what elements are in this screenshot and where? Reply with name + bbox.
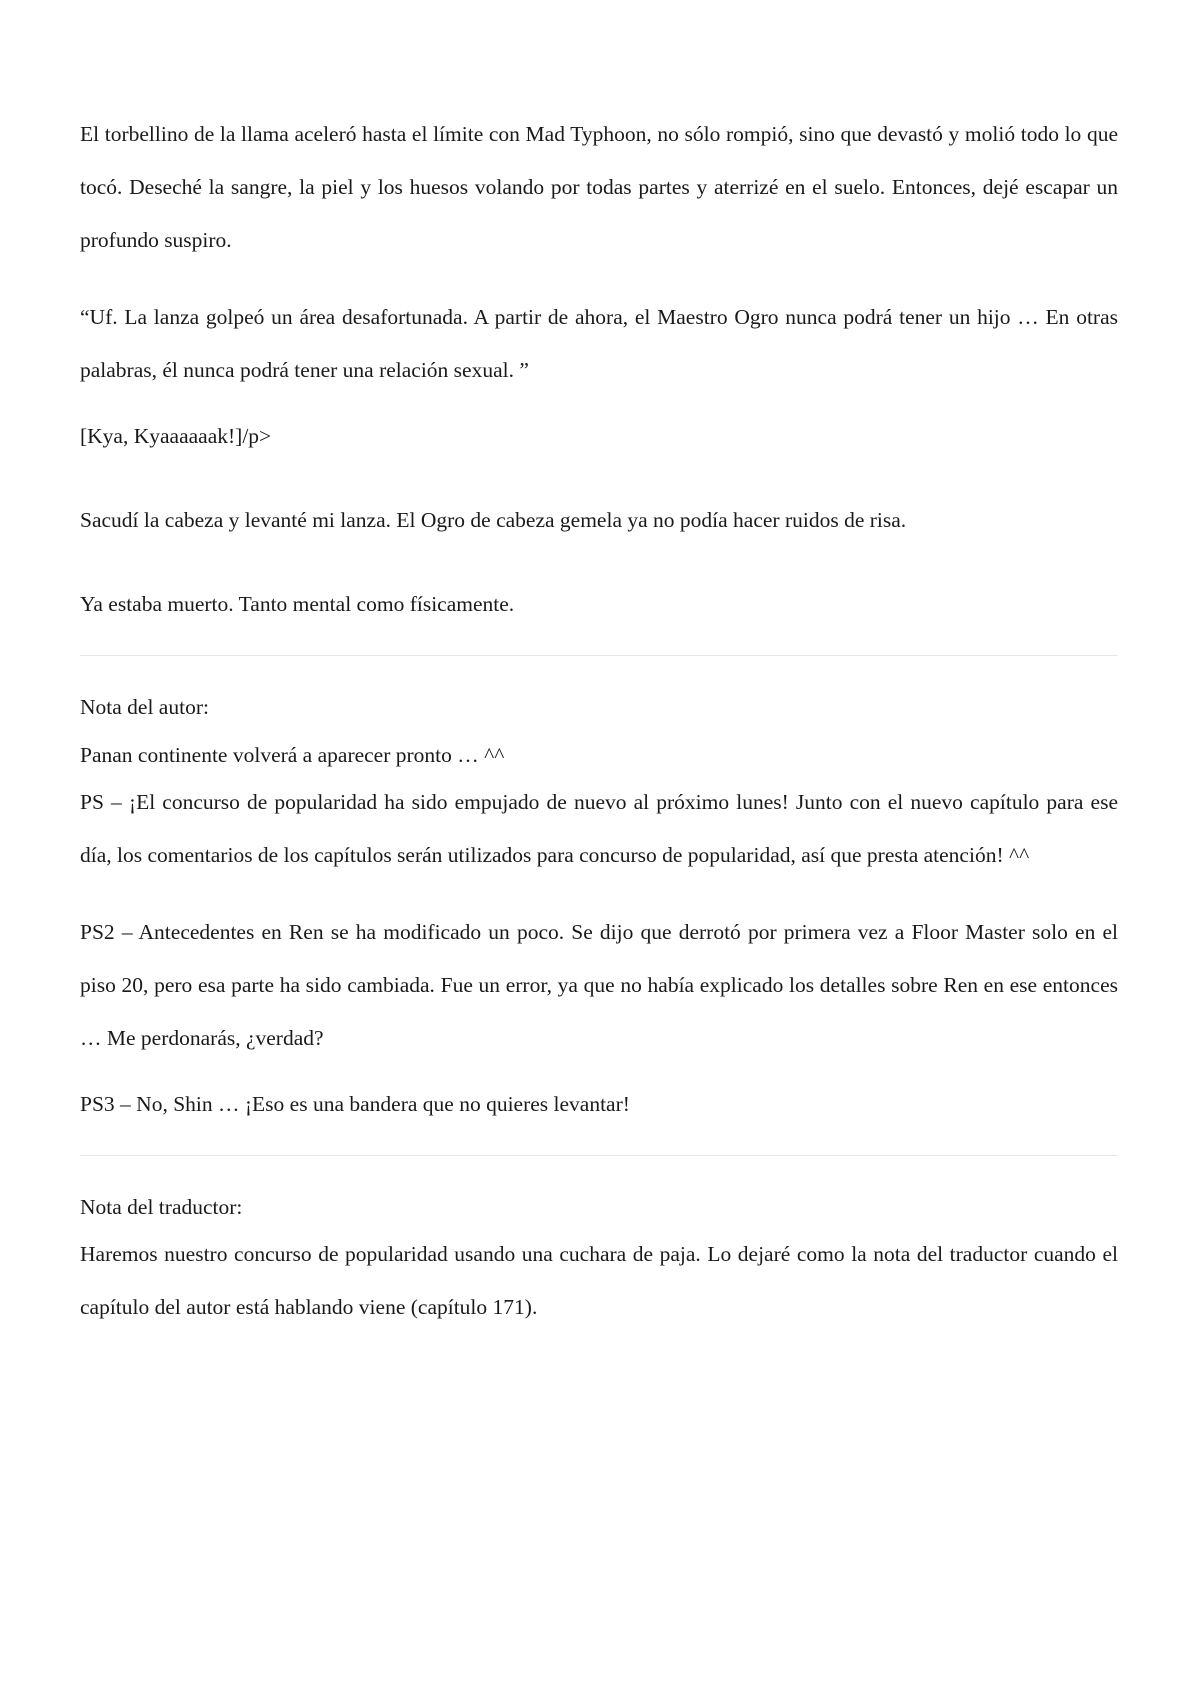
author-note-heading: Nota del autor:	[80, 695, 209, 719]
translator-note-heading: Nota del traductor:	[80, 1195, 243, 1219]
author-note-ps3: PS3 – No, Shin … ¡Eso es una bandera que no quieres levantar!	[80, 1092, 630, 1116]
translator-note-body: Haremos nuestro concurso de popularidad usando una cuchara de paja. Lo dejaré como la nota del traductor cuando el capítulo del autor está hablando viene (capítulo 171).	[80, 1242, 1118, 1319]
author-note-ps2: PS2 – Antecedentes en Ren se ha modificado un poco. Se dijo que derrotó por primera vez a Floor Master solo en el piso 20, pero esa parte ha sido cambiada. Fue un error, ya que no había explicado los detalles sobre Ren en ese entonces … Me perdonarás, ¿verdad?	[80, 920, 1118, 1050]
story-paragraph: “Uf. La lanza golpeó un área desafortunada. A partir de ahora, el Maestro Ogro nunca podrá tener un hijo … En otras palabras, él nunca podrá tener una relación sexual. ”	[80, 305, 1118, 382]
story-paragraph: Sacudí la cabeza y levanté mi lanza. El Ogro de cabeza gemela ya no podía hacer ruidos de risa.	[80, 508, 907, 532]
story-paragraph: [Kya, Kyaaaaaak!]/p>	[80, 424, 272, 448]
author-note-line: Panan continente volverá a aparecer pronto … ^^	[80, 743, 505, 767]
story-paragraph: Ya estaba muerto. Tanto mental como físicamente.	[80, 592, 515, 616]
story-paragraph: El torbellino de la llama aceleró hasta el límite con Mad Typhoon, no sólo rompió, sino que devastó y molió todo lo que tocó. Deseché la sangre, la piel y los huesos volando por todas partes y aterrizé en el suelo. Entonces, dejé escapar un profundo suspiro.	[80, 122, 1118, 252]
author-note-ps: PS – ¡El concurso de popularidad ha sido empujado de nuevo al próximo lunes! Junto con el nuevo capítulo para ese día, los comentarios de los capítulos serán utilizados para concurso de popularidad, así que presta atención! ^^	[80, 790, 1118, 867]
document-page	[80, 108, 1118, 1334]
